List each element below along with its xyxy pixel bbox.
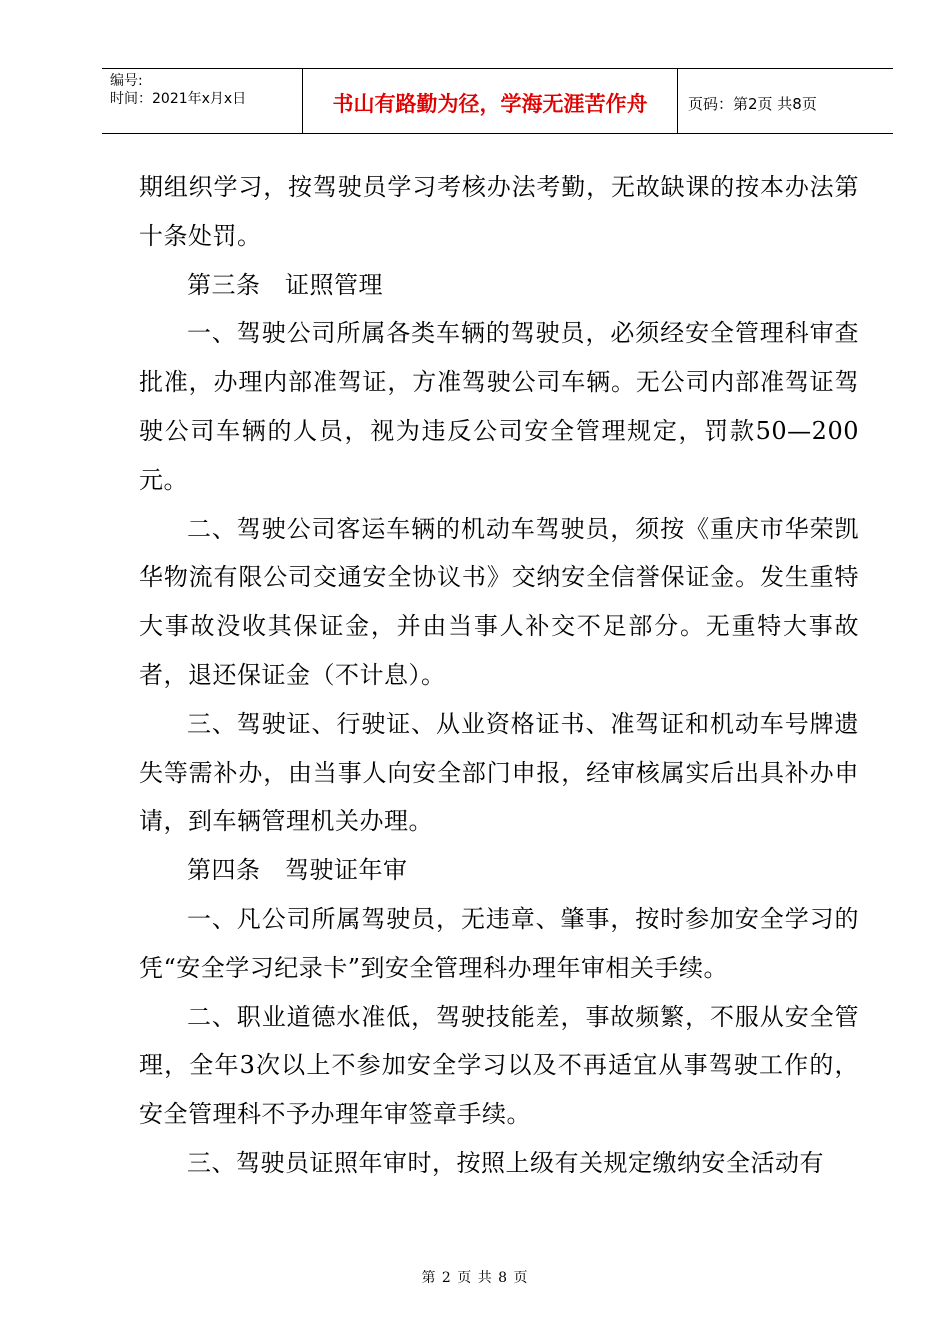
paragraph: 三、驾驶证、行驶证、从业资格证书、准驾证和机动车号牌遗失等需补办，由当事人向安全部门申报，经审核属实后出具补办申请，到车辆管理机关办理。 xyxy=(139,709,859,836)
section-heading: 第三条 证照管理 xyxy=(187,270,383,299)
paragraph: 一、凡公司所属驾驶员，无违章、肇事，按时参加安全学习的凭“安全学习纪录卡”到安全管理科办理年审相关手续。 xyxy=(139,904,859,982)
paragraph: 二、职业道德水准低，驾驶技能差，事故频繁，不服从安全管理，全年3次以上不参加安全学习以及不再适宜从事驾驶工作的，安全管理科不予办理年审签章手续。 xyxy=(139,1002,859,1129)
document-number-label: 编号: xyxy=(110,73,143,89)
page-footer: 第 2 页 共 8 页 xyxy=(421,1270,529,1286)
paragraph: 一、驾驶公司所属各类车辆的驾驶员，必须经安全管理科审查批准，办理内部准驾证，方准驾驶公司车辆。无公司内部准驾证驾驶公司车辆的人员，视为违反公司安全管理规定，罚款50—200元。 xyxy=(139,319,859,494)
document-time-label: 时间：2021年x月x日 xyxy=(110,91,247,107)
page-header xyxy=(102,68,893,134)
header-motto: 书山有路勤为径，学海无涯苦作舟 xyxy=(303,69,678,133)
header-meta xyxy=(102,69,303,133)
section-heading: 第四条 驾驶证年审 xyxy=(187,856,408,885)
header-page-number: 页码：第2页 共8页 xyxy=(688,94,817,113)
document-body xyxy=(139,163,859,1188)
paragraph: 期组织学习，按驾驶员学习考核办法考勤，无故缺课的按本办法第十条处罚。 xyxy=(139,173,859,250)
paragraph: 二、驾驶公司客运车辆的机动车驾驶员，须按《重庆市华荣凯华物流有限公司交通安全协议书》交纳安全信誉保证金。发生重特大事故没收其保证金，并由当事人补交不足部分。无重特大事故者，退还保证金（不计息）。 xyxy=(139,514,859,689)
paragraph: 三、驾驶员证照年审时，按照上级有关规定缴纳安全活动有 xyxy=(187,1148,824,1177)
